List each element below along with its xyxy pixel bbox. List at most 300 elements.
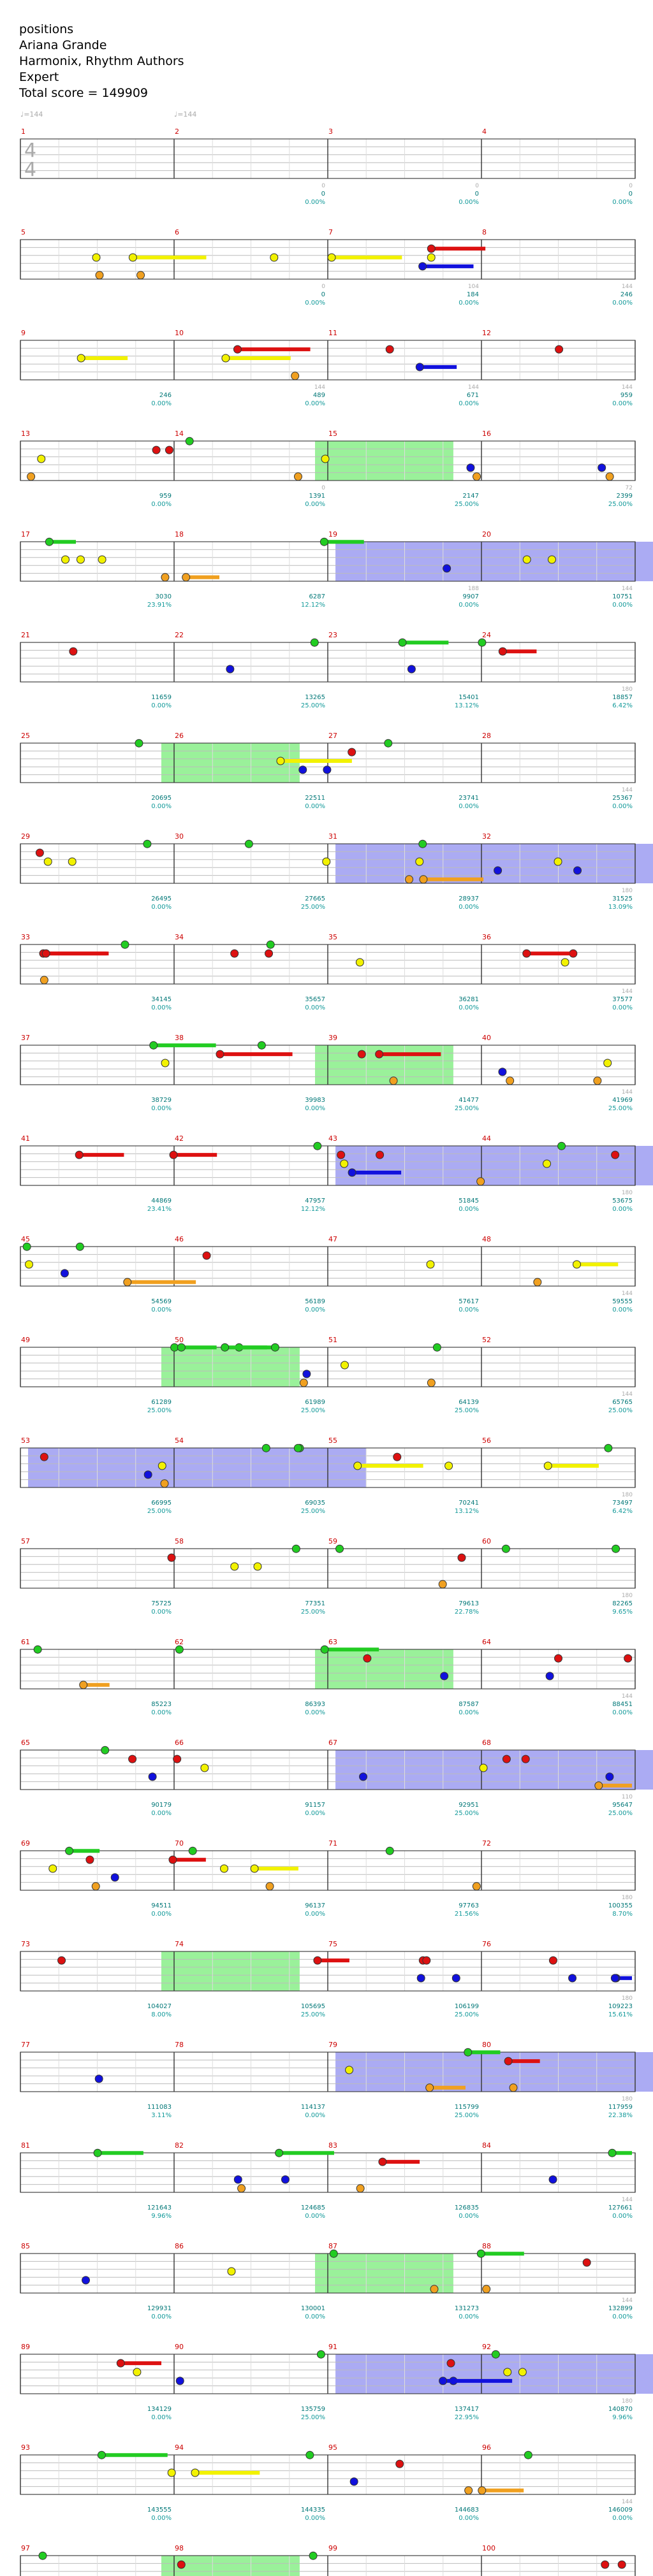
- staff-row: [20, 2048, 653, 2092]
- measure-number: 9: [21, 329, 26, 337]
- measure-number: 100: [482, 2544, 495, 2552]
- measure-number: 86: [175, 2242, 184, 2250]
- note-gem: [61, 1270, 68, 1277]
- measure-score: 137417: [454, 2406, 479, 2413]
- measure-number: 89: [21, 2343, 30, 2351]
- staff-row: [20, 1847, 635, 1890]
- measure-number: 94: [175, 2443, 184, 2452]
- note-gem: [152, 446, 160, 454]
- measure-percent: 0.00%: [612, 2515, 633, 2522]
- measure-percent: 22.95%: [454, 2414, 479, 2421]
- note-gem: [518, 2368, 526, 2376]
- note-gem: [299, 766, 307, 774]
- measure-score: 3030: [155, 593, 172, 600]
- note-gem: [546, 1672, 554, 1680]
- measure-percent: 0.00%: [151, 702, 172, 709]
- measure-percent: 0.00%: [305, 501, 325, 508]
- measure-percent: 25.00%: [454, 1105, 479, 1112]
- note-gem: [624, 1654, 632, 1662]
- measure-number: 34: [175, 933, 184, 941]
- note-gem: [222, 354, 230, 362]
- measure-number: 37: [21, 1034, 30, 1042]
- note-gem: [58, 1957, 66, 1964]
- measure-score: 44869: [151, 1198, 172, 1205]
- measure-score: 91157: [305, 1802, 325, 1809]
- note-gem: [98, 556, 106, 563]
- measure-score: 92951: [459, 1802, 479, 1809]
- note-gem: [467, 464, 474, 472]
- note-gem: [523, 950, 531, 957]
- note-gem: [594, 1077, 601, 1085]
- measure-number: 6: [175, 228, 179, 236]
- measure-number: 67: [328, 1739, 337, 1747]
- note-gem: [321, 1646, 328, 1653]
- measure-score: 106199: [454, 2003, 479, 2010]
- measure-number: 88: [482, 2242, 491, 2250]
- note-gem: [478, 2487, 486, 2494]
- measure-number: 59: [328, 1537, 337, 1545]
- measure-number: 65: [21, 1739, 30, 1747]
- note-count: 144: [621, 988, 633, 995]
- note-gem: [618, 2561, 626, 2568]
- measure-score: 90179: [151, 1802, 172, 1809]
- measure-score: 121643: [147, 2204, 172, 2211]
- note-gem: [70, 648, 77, 655]
- measure-score: 20695: [151, 795, 172, 802]
- measure-number: 20: [482, 530, 491, 539]
- measure-percent: 13.09%: [608, 904, 633, 911]
- note-gem: [96, 271, 103, 279]
- note-gem: [443, 565, 451, 572]
- measure-number: 45: [21, 1235, 30, 1243]
- measure-number: 11: [328, 329, 337, 337]
- measure-number: 47: [328, 1235, 337, 1243]
- measure-number: 96: [482, 2443, 491, 2452]
- note-gem: [182, 574, 190, 581]
- measure-percent: 25.00%: [300, 2414, 325, 2421]
- note-count: 144: [621, 2297, 633, 2304]
- measure-score: 246: [159, 392, 172, 399]
- measure-number: 48: [482, 1235, 491, 1243]
- measure-score: 22511: [305, 795, 325, 802]
- measure-percent: 0.00%: [151, 1609, 172, 1616]
- measure-percent: 25.00%: [454, 2011, 479, 2018]
- charter-names: Harmonix, Rhythm Authors: [19, 54, 184, 68]
- measure-number: 26: [175, 732, 184, 740]
- note-gem: [233, 345, 241, 353]
- note-gem: [231, 950, 238, 957]
- note-gem: [356, 2185, 364, 2192]
- measure-score: 111083: [147, 2104, 172, 2111]
- measure-percent: 15.61%: [608, 2011, 633, 2018]
- note-count: 180: [621, 888, 633, 894]
- note-gem: [300, 1379, 307, 1387]
- note-gem: [376, 1151, 384, 1159]
- note-gem: [76, 1243, 84, 1250]
- measure-number: 78: [175, 2041, 184, 2049]
- note-gem: [317, 2350, 325, 2358]
- measure-number: 69: [21, 1839, 30, 1848]
- note-gem: [158, 1462, 166, 1470]
- staff-row: [20, 1951, 635, 1991]
- measure-score: 96137: [305, 1902, 325, 1909]
- measure-percent: 25.00%: [454, 501, 479, 508]
- note-count: 180: [621, 1895, 633, 1901]
- measure-score: 144335: [300, 2507, 325, 2514]
- note-gem: [92, 1883, 99, 1890]
- note-gem: [483, 2285, 490, 2293]
- staff-row: [20, 340, 635, 380]
- note-gem: [66, 1847, 73, 1855]
- measure-number: 28: [482, 732, 491, 740]
- measure-percent: 0.00%: [459, 904, 479, 911]
- note-count: 0: [321, 284, 325, 290]
- measure-percent: 25.00%: [608, 1407, 633, 1414]
- tempo-mark: ♩=144: [20, 110, 43, 119]
- note-count: 144: [621, 1089, 633, 1096]
- note-gem: [478, 639, 486, 646]
- note-gem: [39, 2552, 47, 2559]
- measure-number: 32: [482, 832, 491, 841]
- note-gem: [143, 840, 151, 848]
- measure-percent: 9.96%: [612, 2414, 633, 2421]
- measure-number: 61: [21, 1638, 30, 1646]
- note-gem: [534, 1278, 541, 1286]
- measure-percent: 6.42%: [612, 702, 633, 709]
- note-gem: [346, 2066, 353, 2074]
- note-gem: [445, 1462, 453, 1470]
- measure-score: 146009: [608, 2507, 633, 2514]
- note-gem: [238, 2185, 246, 2192]
- measure-score: 11659: [151, 694, 172, 701]
- measure-number: 29: [21, 832, 30, 841]
- note-gem: [177, 1343, 185, 1351]
- note-gem: [25, 1261, 33, 1268]
- measure-number: 21: [21, 631, 30, 639]
- note-gem: [226, 665, 234, 673]
- measure-score: 129931: [147, 2305, 172, 2312]
- measure-number: 53: [21, 1436, 30, 1445]
- staff-row: [20, 639, 635, 682]
- total-score: Total score = 149909: [19, 86, 148, 100]
- measure-number: 1: [21, 127, 26, 136]
- note-gem: [275, 2149, 283, 2157]
- note-gem: [38, 455, 45, 463]
- note-gem: [161, 1480, 168, 1487]
- note-gem: [427, 254, 435, 261]
- note-gem: [165, 446, 173, 454]
- note-gem: [606, 473, 613, 481]
- measure-number: 56: [482, 1436, 491, 1445]
- overdrive-region: [335, 1146, 653, 1185]
- measure-number: 43: [328, 1134, 337, 1143]
- note-gem: [337, 1151, 345, 1159]
- measure-percent: 0.00%: [305, 1810, 325, 1817]
- measure-score: 77351: [305, 1600, 325, 1607]
- note-gem: [492, 2350, 499, 2358]
- measure-score: 65765: [612, 1399, 633, 1406]
- measure-score: 117959: [608, 2104, 633, 2111]
- measure-percent: 0.00%: [612, 300, 633, 307]
- measure-percent: 25.00%: [608, 501, 633, 508]
- note-gem: [605, 1444, 612, 1452]
- note-gem: [80, 1681, 87, 1689]
- measure-percent: 0.00%: [305, 1105, 325, 1112]
- measure-number: 54: [175, 1436, 184, 1445]
- measure-score: 95647: [612, 1802, 633, 1809]
- measure-score: 0: [628, 191, 633, 198]
- note-gem: [612, 1545, 620, 1552]
- measure-percent: 0.00%: [612, 400, 633, 407]
- measure-percent: 0.00%: [305, 1004, 325, 1011]
- measure-percent: 0.00%: [305, 1306, 325, 1313]
- measure-score: 2399: [616, 493, 633, 500]
- note-count: 180: [621, 1492, 633, 1498]
- note-gem: [23, 1243, 31, 1250]
- measure-number: 99: [328, 2544, 337, 2552]
- note-gem: [348, 748, 356, 756]
- note-gem: [419, 840, 427, 848]
- measure-percent: 0.00%: [305, 300, 325, 307]
- note-gem: [40, 976, 48, 984]
- time-signature-bottom: 4: [24, 159, 37, 181]
- note-count: 144: [621, 1391, 633, 1398]
- note-gem: [386, 345, 393, 353]
- measure-number: 57: [21, 1537, 30, 1545]
- measure-percent: 25.00%: [147, 1508, 172, 1515]
- measure-score: 13265: [305, 694, 325, 701]
- measure-percent: 0.00%: [612, 1004, 633, 1011]
- note-gem: [171, 1343, 179, 1351]
- note-gem: [124, 1278, 131, 1286]
- measure-percent: 0.00%: [151, 803, 172, 810]
- note-gem: [427, 1261, 434, 1268]
- measure-score: 82265: [612, 1600, 633, 1607]
- note-gem: [117, 2359, 124, 2367]
- note-gem: [427, 1379, 435, 1387]
- measure-number: 16: [482, 430, 491, 438]
- measure-percent: 22.38%: [608, 2112, 633, 2119]
- measure-percent: 0.00%: [305, 2313, 325, 2320]
- note-gem: [177, 2561, 185, 2568]
- measure-percent: 0.00%: [459, 1004, 479, 1011]
- note-gem: [320, 538, 328, 546]
- note-gem: [423, 1957, 430, 1964]
- note-count: 0: [321, 183, 325, 189]
- measure-percent: 25.00%: [300, 2011, 325, 2018]
- measure-percent: 0.00%: [612, 602, 633, 609]
- measure-score: 73497: [612, 1500, 633, 1507]
- note-gem: [101, 1746, 109, 1754]
- note-gem: [336, 1545, 344, 1552]
- measure-score: 53675: [612, 1198, 633, 1205]
- measure-number: 42: [175, 1134, 184, 1143]
- measure-percent: 8.70%: [612, 1911, 633, 1918]
- note-gem: [176, 2377, 184, 2385]
- measure-score: 97763: [459, 1902, 479, 1909]
- measure-score: 0: [321, 191, 325, 198]
- measure-percent: 0.00%: [305, 199, 325, 206]
- note-gem: [406, 876, 413, 883]
- note-gem: [363, 1654, 371, 1662]
- staff-row: [20, 1343, 635, 1387]
- note-gem: [294, 1444, 302, 1452]
- note-count: 144: [621, 787, 633, 793]
- measure-score: 70241: [459, 1500, 479, 1507]
- note-gem: [34, 1646, 41, 1653]
- note-gem: [111, 1874, 119, 1881]
- measure-percent: 0.00%: [151, 501, 172, 508]
- measure-score: 27665: [305, 895, 325, 902]
- measure-score: 10751: [612, 593, 633, 600]
- measure-percent: 0.00%: [459, 400, 479, 407]
- measure-number: 30: [175, 832, 184, 841]
- note-count: 188: [467, 586, 479, 592]
- note-gem: [323, 858, 330, 865]
- measure-percent: 0.00%: [151, 2515, 172, 2522]
- note-gem: [262, 1444, 270, 1452]
- note-gem: [203, 1252, 210, 1259]
- measure-percent: 8.00%: [151, 2011, 172, 2018]
- note-gem: [611, 1974, 619, 1982]
- measure-percent: 0.00%: [151, 1709, 172, 1716]
- artist-name: Ariana Grande: [19, 38, 107, 52]
- measure-number: 95: [328, 2443, 337, 2452]
- measure-score: 85223: [151, 1701, 172, 1708]
- note-gem: [441, 1672, 448, 1680]
- measure-percent: 0.00%: [305, 803, 325, 810]
- measure-score: 35657: [305, 996, 325, 1003]
- note-gem: [439, 1581, 446, 1588]
- note-count: 144: [621, 1693, 633, 1700]
- note-gem: [376, 1050, 383, 1058]
- note-gem: [311, 639, 318, 646]
- note-gem: [477, 1178, 485, 1185]
- measure-number: 14: [175, 430, 184, 438]
- measure-number: 15: [328, 430, 337, 438]
- measure-score: 0: [474, 191, 479, 198]
- note-gem: [549, 2176, 557, 2183]
- measure-number: 74: [175, 1940, 184, 1948]
- note-gem: [175, 1646, 183, 1653]
- measure-number: 24: [482, 631, 491, 639]
- note-gem: [558, 1142, 566, 1150]
- note-gem: [189, 1847, 196, 1855]
- measure-percent: 23.91%: [147, 602, 172, 609]
- measure-score: 61989: [305, 1399, 325, 1406]
- note-gem: [439, 2377, 447, 2385]
- note-gem: [612, 1151, 619, 1159]
- note-gem: [231, 1563, 238, 1570]
- measure-number: 46: [175, 1235, 184, 1243]
- starpower-region: [161, 1347, 300, 1387]
- note-gem: [271, 1343, 279, 1351]
- measure-percent: 0.00%: [612, 199, 633, 206]
- note-gem: [598, 464, 606, 472]
- starpower-region: [315, 1649, 453, 1689]
- note-count: 144: [621, 2197, 633, 2203]
- note-gem: [75, 1151, 83, 1159]
- note-gem: [379, 2158, 386, 2166]
- staff-row: [20, 240, 635, 279]
- measure-score: 143555: [147, 2507, 172, 2514]
- measure-score: 38729: [151, 1097, 172, 1104]
- measure-number: 8: [482, 228, 487, 236]
- measure-score: 41969: [612, 1097, 633, 1104]
- note-count: 144: [621, 384, 633, 391]
- measure-percent: 25.00%: [300, 1609, 325, 1616]
- measure-percent: 3.11%: [151, 2112, 172, 2119]
- note-gem: [407, 665, 415, 673]
- note-gem: [170, 1151, 177, 1159]
- note-count: 0: [629, 183, 633, 189]
- measure-score: 184: [466, 291, 479, 298]
- measure-score: 86393: [305, 1701, 325, 1708]
- measure-score: 132899: [608, 2305, 633, 2312]
- note-gem: [417, 1974, 425, 1982]
- measure-number: 73: [21, 1940, 30, 1948]
- note-gem: [294, 473, 302, 481]
- measure-number: 80: [482, 2041, 491, 2049]
- note-gem: [45, 538, 53, 546]
- measure-number: 71: [328, 1839, 337, 1848]
- measure-score: 79613: [459, 1600, 479, 1607]
- note-gem: [549, 1957, 557, 1964]
- note-gem: [543, 1160, 551, 1168]
- note-count: 144: [621, 1291, 633, 1297]
- note-gem: [309, 2552, 317, 2559]
- note-gem: [426, 2084, 434, 2092]
- note-gem: [168, 2469, 175, 2477]
- note-gem: [595, 1782, 603, 1790]
- note-gem: [569, 1974, 576, 1982]
- measure-score: 131273: [454, 2305, 479, 2312]
- measure-number: 64: [482, 1638, 491, 1646]
- measure-score: 59555: [612, 1298, 633, 1305]
- note-gem: [169, 1856, 177, 1863]
- measure-number: 83: [328, 2141, 337, 2150]
- note-gem: [86, 1856, 94, 1863]
- measure-score: 54569: [151, 1298, 172, 1305]
- measure-percent: 0.00%: [305, 1709, 325, 1716]
- measure-number: 25: [21, 732, 30, 740]
- measure-number: 98: [175, 2544, 184, 2552]
- measure-score: 130001: [300, 2305, 325, 2312]
- note-gem: [161, 574, 169, 581]
- staff-row: [20, 2552, 635, 2576]
- note-gem: [477, 2250, 485, 2257]
- note-gem: [137, 271, 145, 279]
- measure-score: 0: [321, 291, 325, 298]
- measure-percent: 0.00%: [151, 1911, 172, 1918]
- overdrive-region: [335, 2354, 653, 2394]
- note-gem: [464, 2048, 472, 2056]
- measure-percent: 0.00%: [459, 602, 479, 609]
- measure-number: 12: [482, 329, 491, 337]
- measure-number: 44: [482, 1134, 491, 1143]
- starpower-region: [315, 441, 453, 481]
- measure-percent: 0.00%: [612, 2313, 633, 2320]
- staff-row: [20, 941, 635, 984]
- measure-score: 56189: [305, 1298, 325, 1305]
- measure-number: 84: [482, 2141, 491, 2150]
- measure-percent: 0.00%: [459, 803, 479, 810]
- note-gem: [386, 1847, 393, 1855]
- staff-row: [20, 437, 635, 481]
- measure-score: 51845: [459, 1198, 479, 1205]
- staff-row: [20, 2149, 635, 2192]
- measure-score: 124685: [300, 2204, 325, 2211]
